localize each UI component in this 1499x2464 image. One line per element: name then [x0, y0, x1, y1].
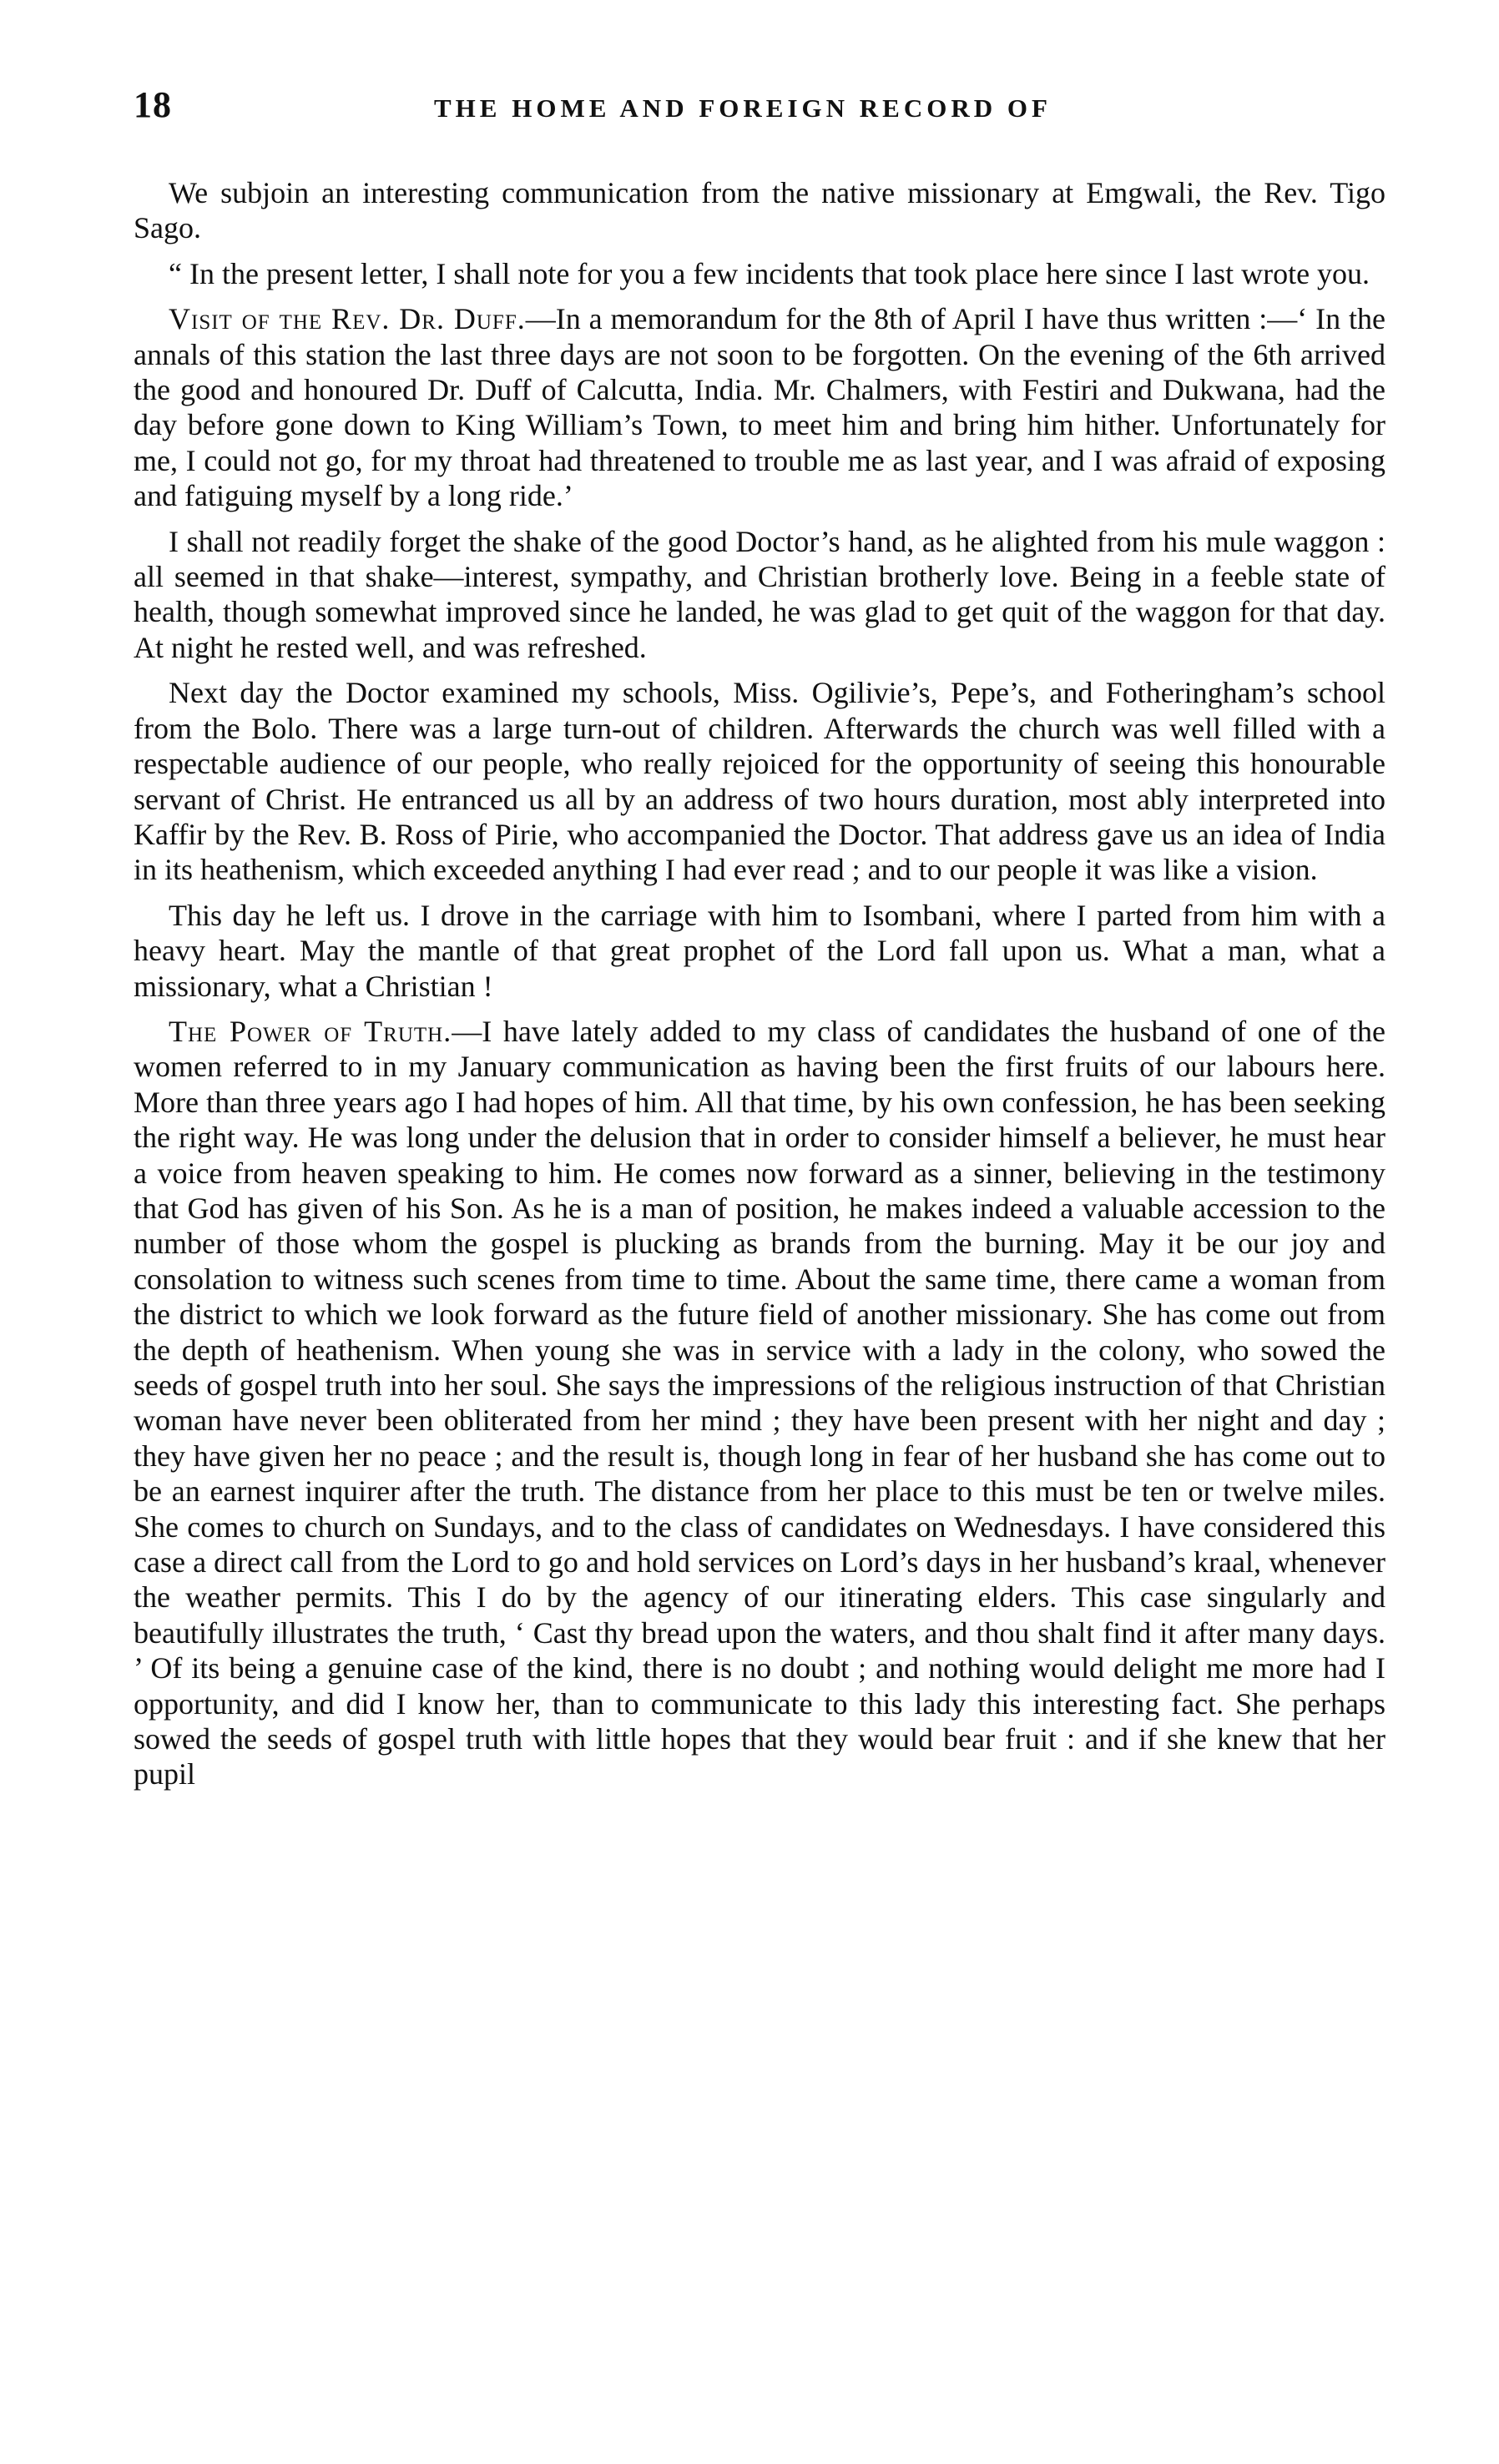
paragraph-text: —In a memorandum for the 8th of April I have thus written :—‘ In the annals of this station the last three days are not soon to be forgotten. On the evening of the 6th arrived the good and honoured Dr. Duff of Calcutta, India. Mr. Chalmers, with Festiri and Dukwana, had the day before gone down to King William’s Town, to meet him and bring him hither. Unfortunately for me, I could not go, for my throat had threatened to trouble me as last year, and I was afraid of exposing and fatiguing myself by a long ride.’ [134, 302, 1385, 513]
paragraph-text: Next day the Doctor examined my schools, Miss. Ogilivie’s, Pepe’s, and Fotheringham’s school from the Bolo. There was a large turn-out of children. Afterwards the church was well filled with a respectable audience of our people, who really rejoiced for the opportunity of seeing this honourable servant of Christ. He entranced us all by an address of two hours duration, most ably interpreted into Kaffir by the Rev. B. Ross of Pirie, who accompanied the Doctor. That address gave us an idea of India in its heathenism, which exceeded anything I had ever read ; and to our people it was like a vision. [134, 676, 1385, 887]
paragraph-letter-opening [134, 256, 1385, 291]
paragraph-intro [134, 175, 1385, 246]
paragraph-school-examination [134, 675, 1385, 887]
paragraph-text: —I have lately added to my class of candidates the husband of one of the women referred to in my January communication as having been the first fruits of our labours here. More than three years ago I had hopes of him. All that time, by his own confession, he has been seeking the right way. He was long under the delusion that in order to consider himself a believer, he must hear a voice from heaven speaking to him. He comes now forward as a sinner, believing in the testimony that God has given of his Son. As he is a man of position, he makes indeed a valuable accession to the number of those whom the gospel is plucking as brands from the burning. May it be our joy and consolation to witness such scenes from time to time. About the same time, there came a woman from the district to which we look forward as the future field of another missionary. She has come out from the depth of heathenism. When young she was in service with a lady in the colony, who sowed the seeds of gospel truth into her soul. She says the impressions of the religious instruction of that Christian woman have never been obliterated from her mind ; they have been present with her night and day ; they have given her no peace ; and the result is, though long in fear of her husband she has come out to be an earnest inquirer after the truth. The distance from her place to this must be ten or twelve miles. She comes to church on Sundays, and to the class of candidates on Wednesdays. I have considered this case a direct call from the Lord to go and hold services on Lord’s days in her husband’s kraal, whenever the weather permits. This I do by the agency of our itinerating elders. This case singularly and beautifully illustrates the truth, ‘ Cast thy bread upon the waters, and thou shalt find it after many days. ’ Of its being a genuine case of the kind, there is no doubt ; and nothing would delight me more had I opportunity, and did I know her, than to communicate to this lady this interesting fact. She perhaps sowed the seeds of gospel truth with little hopes that they would bear fruit : and if she knew that her pupil [134, 1014, 1385, 1791]
paragraph-visit-of-dr-duff [134, 301, 1385, 513]
paragraph-doctors-arrival [134, 524, 1385, 666]
running-title: THE HOME AND FOREIGN RECORD OF [434, 93, 1052, 123]
article-body [134, 175, 1385, 1792]
paragraph-departure [134, 898, 1385, 1004]
paragraph-text: We subjoin an interesting communication from the native missionary at Emgwali, the Rev. Tigo Sago. [134, 176, 1385, 245]
page-number: 18 [134, 84, 172, 125]
document-page [134, 83, 1385, 1802]
paragraph-power-of-truth [134, 1014, 1385, 1792]
paragraph-text: I shall not readily forget the shake of the good Doctor’s hand, as he alighted from his mule waggon : all seemed in that shake—interest, sympathy, and Christian brotherly love. Being in a feeble state of health, though somewhat improved since he landed, he was glad to get quit of the waggon for that day. At night he rested well, and was refreshed. [134, 524, 1385, 664]
paragraph-text: “ In the present letter, I shall note for you a few incidents that took place here since I last wrote you. [169, 256, 1370, 290]
section-heading: Visit of the Rev. Dr. Duff. [169, 302, 526, 336]
section-heading: The Power of Truth. [169, 1014, 452, 1048]
paragraph-text: This day he left us. I drove in the carriage with him to Isombani, where I parted from him with a heavy heart. May the mantle of that great prophet of the Lord fall upon us. What a man, what a missionary, what a Christian ! [134, 898, 1385, 1003]
running-head [134, 83, 1385, 142]
